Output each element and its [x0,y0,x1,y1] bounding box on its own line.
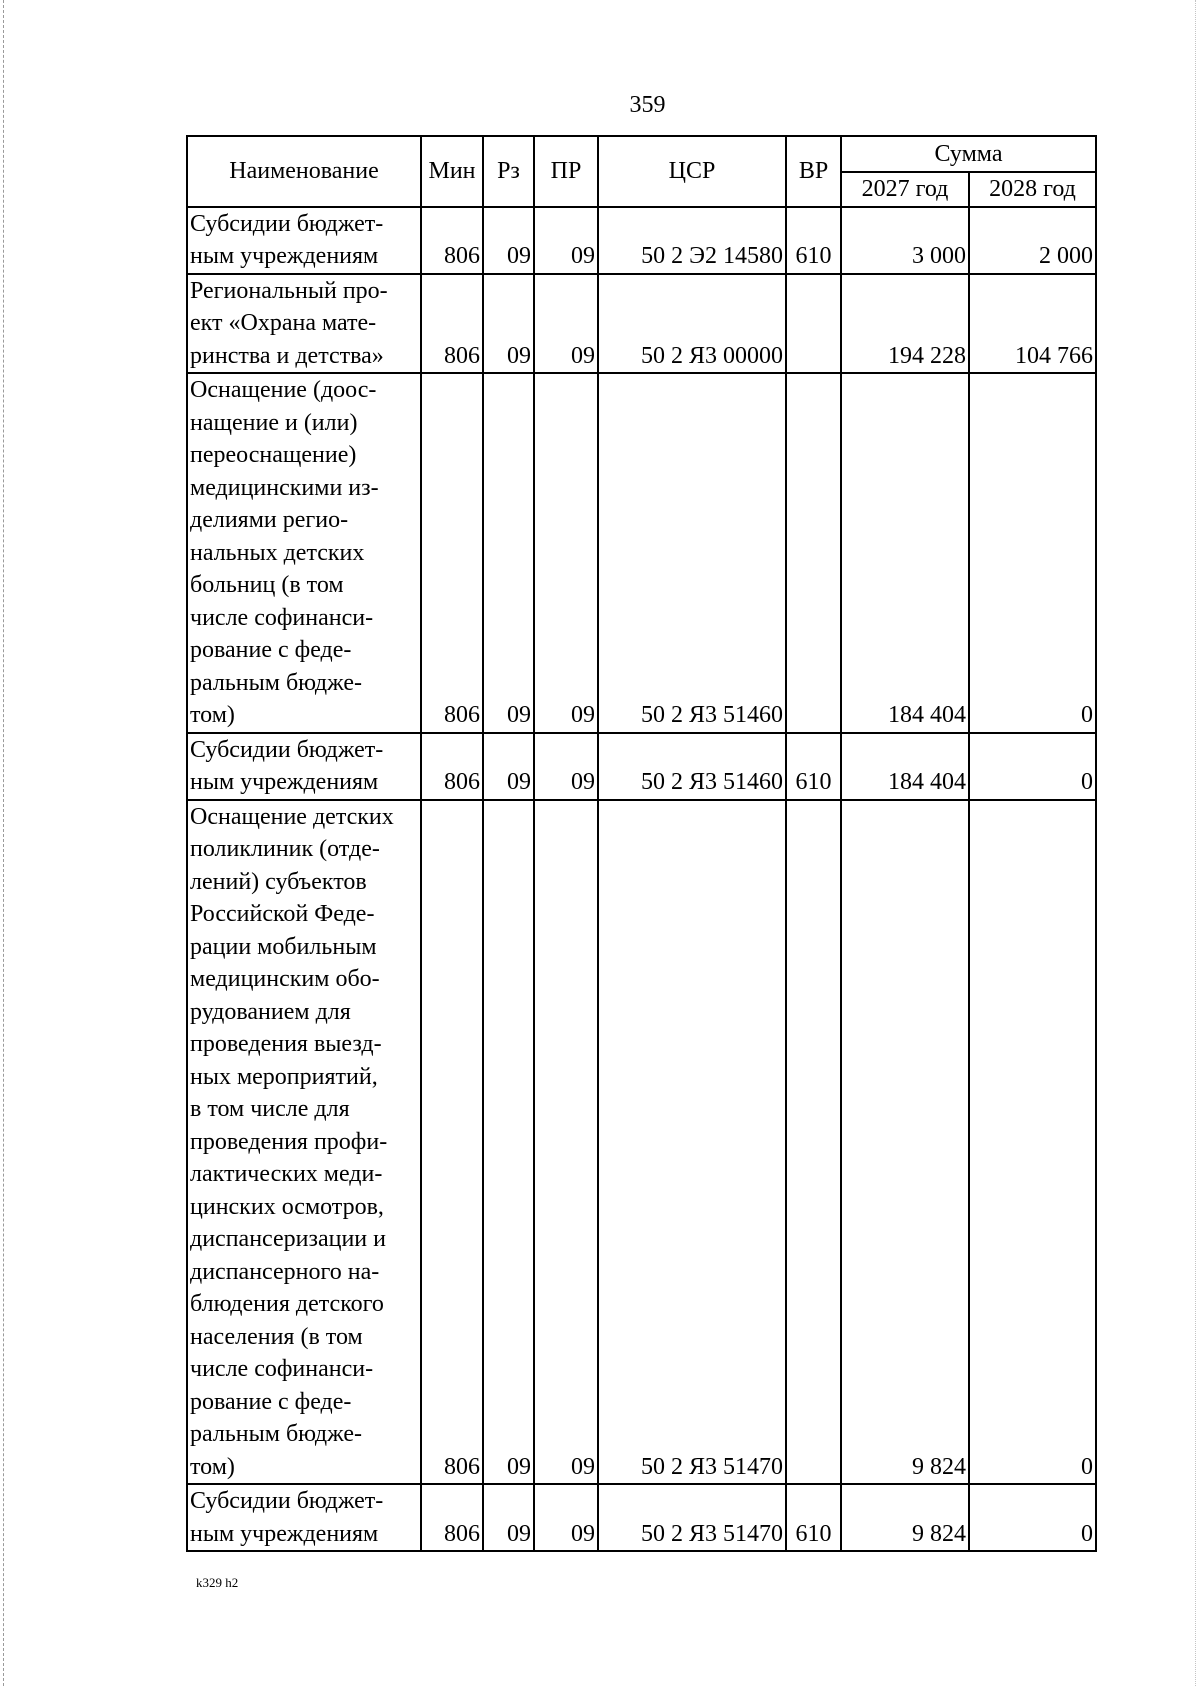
cell-rz: 09 [483,733,534,800]
cell-rz: 09 [483,800,534,1485]
cell-min: 806 [421,733,483,800]
cell-vr: 610 [786,733,841,800]
cell-2027: 3 000 [841,207,969,274]
cell-2028: 0 [969,1484,1096,1551]
cell-pr: 09 [534,1484,598,1551]
cell-2028: 0 [969,733,1096,800]
table-row [187,733,1096,800]
cell-name: Субсидии бюджет- ным учреждениям [187,1484,421,1551]
cell-pr: 09 [534,800,598,1485]
cell-rz: 09 [483,1484,534,1551]
cell-pr: 09 [534,373,598,733]
table-row [187,207,1096,274]
table-row [187,800,1096,1485]
table-row [187,373,1096,733]
cell-min: 806 [421,373,483,733]
cell-min: 806 [421,207,483,274]
cell-vr: 610 [786,1484,841,1551]
footer-code: k329 h2 [196,1575,239,1590]
header-min: Мин [421,136,483,207]
cell-vr [786,274,841,374]
cell-2027: 184 404 [841,373,969,733]
cell-2027: 184 404 [841,733,969,800]
header-name: Наименование [187,136,421,207]
header-2027: 2027 год [841,172,969,207]
scan-edge-right [1195,0,1196,1686]
cell-pr: 09 [534,207,598,274]
cell-vr: 610 [786,207,841,274]
budget-table [186,135,1097,1552]
cell-2027: 194 228 [841,274,969,374]
table-header [187,136,1096,207]
cell-csr: 50 2 Я3 51470 [598,800,786,1485]
header-pr: ПР [534,136,598,207]
cell-csr: 50 2 Я3 51470 [598,1484,786,1551]
cell-csr: 50 2 Я3 00000 [598,274,786,374]
cell-vr [786,373,841,733]
cell-2028: 0 [969,373,1096,733]
cell-name: Региональный про- ект «Охрана мате- ринства и детства» [187,274,421,374]
cell-2028: 104 766 [969,274,1096,374]
header-csr: ЦСР [598,136,786,207]
cell-min: 806 [421,274,483,374]
header-vr: ВР [786,136,841,207]
scan-edge-left [3,0,4,1686]
cell-min: 806 [421,1484,483,1551]
cell-rz: 09 [483,207,534,274]
cell-csr: 50 2 Я3 51460 [598,733,786,800]
table-row [187,274,1096,374]
page-number: 359 [629,92,666,118]
cell-pr: 09 [534,733,598,800]
cell-name: Оснащение детских поликлиник (отде- лений) субъектов Российской Феде- рации мобильным медицинским обо- рудованием для проведения выезд- ных мероприятий, в том числе для проведения профи- лактических меди- цинских осмотров, диспансеризации и диспансерного на- блюдения детского населения (в том числе софинанси- рование с феде- ральным бюдже- том) [187,800,421,1485]
cell-rz: 09 [483,274,534,374]
cell-2028: 2 000 [969,207,1096,274]
cell-rz: 09 [483,373,534,733]
header-2028: 2028 год [969,172,1096,207]
cell-vr [786,800,841,1485]
cell-2027: 9 824 [841,800,969,1485]
cell-2028: 0 [969,800,1096,1485]
table-body [187,207,1096,1552]
cell-name: Субсидии бюджет- ным учреждениям [187,733,421,800]
cell-pr: 09 [534,274,598,374]
header-sum: Сумма [841,136,1096,172]
cell-name: Оснащение (доос- нащение и (или) переоснащение) медицинскими из- делиями регио- нальных детских больниц (в том числе софинанси- рование с феде- ральным бюдже- том) [187,373,421,733]
cell-min: 806 [421,800,483,1485]
header-rz: Рз [483,136,534,207]
cell-csr: 50 2 Я3 51460 [598,373,786,733]
table-row [187,1484,1096,1551]
cell-name: Субсидии бюджет- ным учреждениям [187,207,421,274]
cell-2027: 9 824 [841,1484,969,1551]
cell-csr: 50 2 Э2 14580 [598,207,786,274]
